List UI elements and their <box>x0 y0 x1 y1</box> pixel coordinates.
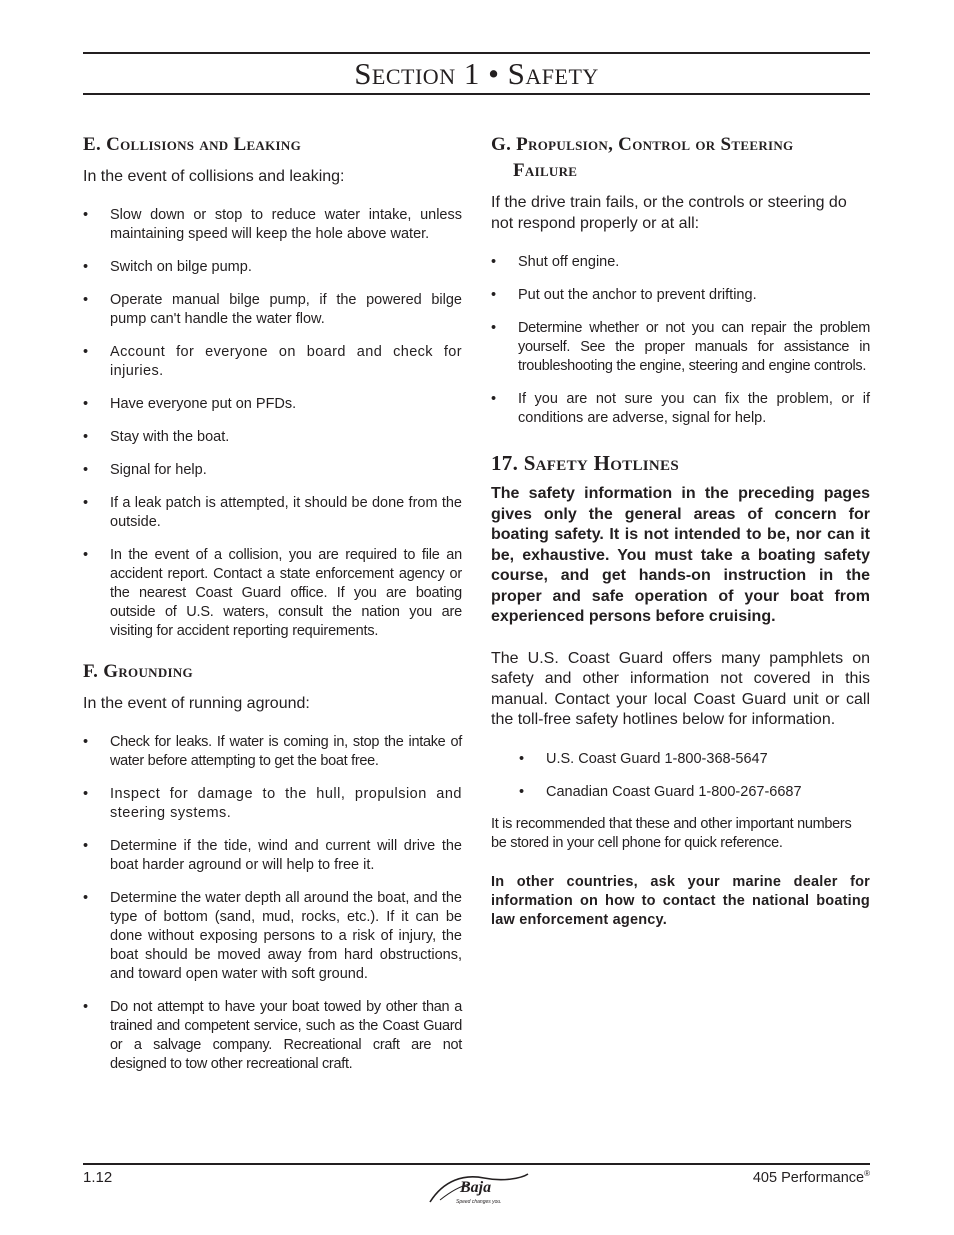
section-e-list <box>83 206 462 641</box>
bullet-icon: • <box>491 391 497 407</box>
bullet-icon: • <box>83 396 89 412</box>
section-g-heading-line2: Failure <box>513 160 578 181</box>
hotline-item: • U.S. Coast Guard 1-800-368-5647 <box>519 750 768 767</box>
bullet-icon: • <box>491 320 496 336</box>
bullet-icon: • <box>83 999 88 1015</box>
section-e-heading: E. Collisions and Leaking <box>83 134 301 155</box>
model-name: 405 Performance® <box>752 1169 870 1186</box>
logo-tagline: Speed changes you. <box>456 1199 502 1205</box>
top-rule <box>83 52 870 54</box>
bullet-icon: • <box>83 292 89 308</box>
bullet-icon: • <box>519 750 525 767</box>
section-g-intro: If the drive train fails, or the controls or steering do not respond properly or at all: <box>491 194 847 232</box>
list-item: • Determine if the tide, wind and current will drive the boat harder aground or will help to free it. <box>83 838 462 873</box>
bullet-icon: • <box>83 429 89 445</box>
list-item: • If a leak patch is attempted, it should be done from the outside. <box>83 495 462 530</box>
section-g-heading <box>491 132 870 184</box>
list-item: • Account for everyone on board and check for injuries. <box>83 344 462 379</box>
other-countries-note: In other countries, ask your marine dealer for information on how to contact the national boating law enforcement agency. <box>491 873 870 928</box>
bullet-icon: • <box>519 783 525 800</box>
bullet-icon: • <box>83 890 89 906</box>
title-rule <box>83 93 870 95</box>
section-17-heading: 17. Safety Hotlines <box>491 451 679 475</box>
bullet-icon: • <box>83 734 88 750</box>
list-item: • Switch on bilge pump. <box>83 259 252 275</box>
coast-guard-paragraph: The U.S. Coast Guard offers many pamphlets on safety and other information not covered in this manual. Contact your local Coast Guard unit or call the toll-free safety hotlines below for information. <box>491 649 870 728</box>
bullet-icon: • <box>83 786 89 802</box>
list-item: • Check for leaks. If water is coming in, stop the intake of water before attempting to get the boat free. <box>83 734 462 769</box>
bullet-icon: • <box>83 259 89 275</box>
section-g-heading-line1: G. Propulsion, Control or Steering <box>491 134 794 155</box>
list-item: • If you are not sure you can fix the problem, or if conditions are adverse, signal for help. <box>491 391 870 426</box>
registered-mark: ® <box>864 1169 870 1178</box>
list-item: • Determine whether or not you can repair the problem yourself. See the proper manuals for assistance in troubleshooting the engine, steering and engine controls. <box>491 320 870 374</box>
left-column <box>83 130 462 1074</box>
bullet-icon: • <box>83 547 88 563</box>
logo-text: Baja <box>460 1179 492 1196</box>
list-item: • Determine the water depth all around the boat, and the type of bottom (sand, mud, rocks, etc.). If it can be done without exposing persons to a risk of injury, the boat should be moved away from hard obstructions, and toward open water with soft ground. <box>83 890 462 982</box>
page-title: Section 1 • Safety <box>354 56 599 91</box>
bullet-icon: • <box>83 462 89 478</box>
list-item: • Operate manual bilge pump, if the powered bilge pump can't handle the water flow. <box>83 292 462 327</box>
bullet-icon: • <box>83 495 89 511</box>
bullet-icon: • <box>491 287 497 303</box>
recommendation-note: It is recommended that these and other important numbers be stored in your cell phone for quick reference. <box>491 815 852 851</box>
list-item: • Slow down or stop to reduce water intake, unless maintaining speed will keep the hole above water. <box>83 207 462 242</box>
baja-logo <box>424 1172 532 1206</box>
section-f-intro: In the event of running aground: <box>83 695 310 712</box>
section-e-intro: In the event of collisions and leaking: <box>83 168 345 185</box>
right-column <box>491 130 870 930</box>
bullet-icon: • <box>83 344 89 360</box>
safety-disclaimer: The safety information in the preceding pages gives only the general areas of concern for boating safety. It is not intended to be, nor can it be, exhaustive. You must take a boating safety course, and get hands-on instruction in the proper and safe operation of your boat from experienced persons before cruising. <box>491 485 870 625</box>
section-g-list <box>491 253 870 428</box>
list-item: • In the event of a collision, you are required to file an accident report. Contact a state enforcement agency or the nearest Coast Guard office. If you are boating outside of U.S. waters, consult the nation you are visiting for accident reporting requirements. <box>83 547 462 639</box>
list-item: • Put out the anchor to prevent drifting. <box>491 287 757 303</box>
list-item: • Have everyone put on PFDs. <box>83 396 297 412</box>
section-f-list <box>83 733 462 1074</box>
footer-rule <box>83 1163 870 1165</box>
list-item: • Inspect for damage to the hull, propulsion and steering systems. <box>83 786 462 821</box>
list-item: • Shut off engine. <box>491 254 620 270</box>
hotline-item: • Canadian Coast Guard 1-800-267-6687 <box>519 783 802 800</box>
bullet-icon: • <box>83 207 89 223</box>
bullet-icon: • <box>83 838 89 854</box>
list-item: • Do not attempt to have your boat towed by other than a trained and competent service, such as the Coast Guard or a salvage company. Recreational craft are not designed to tow other recreational craft. <box>83 999 462 1072</box>
list-item: • Stay with the boat. <box>83 429 230 445</box>
hotline-list <box>491 750 870 802</box>
bullet-icon: • <box>491 254 497 270</box>
page-number: 1.12 <box>83 1169 113 1186</box>
section-f-heading: F. Grounding <box>83 661 193 682</box>
list-item: • Signal for help. <box>83 462 207 478</box>
